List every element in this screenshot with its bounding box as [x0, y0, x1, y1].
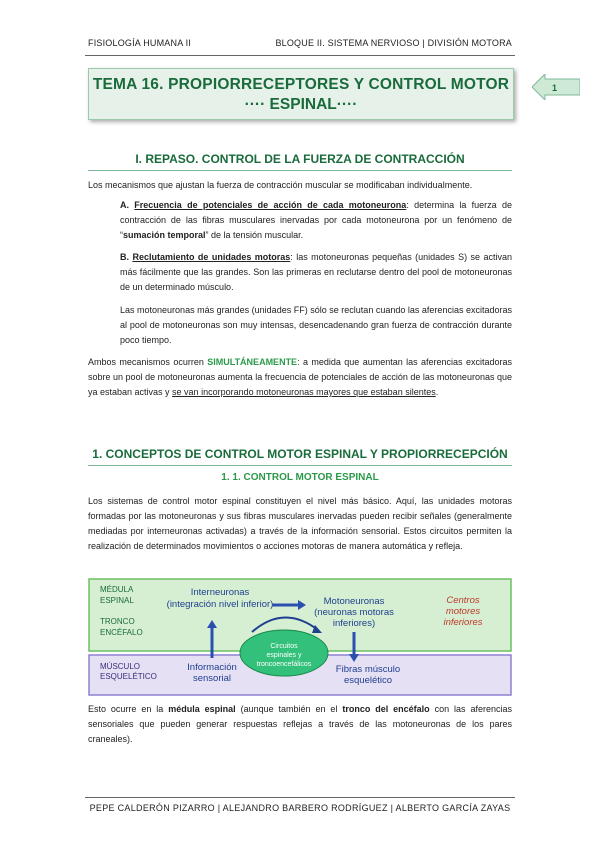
summary-pre: Ambos mecanismos ocurren	[88, 357, 208, 367]
label-troncoencefalicos: troncoencefálicos	[256, 661, 312, 668]
term-sumacion: sumación temporal	[123, 230, 206, 240]
paragraph-control-motor: Los sistemas de control motor espinal constituyen el nivel más básico. Aquí, las unidades motoras formadas por las motoneuronas y sus fibras musculares inervadas pueden recibir señales (generalmente mediadas por interneuronas activadas) a través de la información sensorial. Estos circuitos permiten la realización de determinados movimientos o acciones motoras de manera automática y refleja.	[88, 496, 512, 551]
label-espinales: espinales y	[266, 652, 302, 659]
label-espinal: ESPINAL	[100, 596, 134, 605]
list-item-b	[120, 250, 512, 295]
page-number: 1	[552, 83, 558, 93]
term-medula-espinal: médula espinal	[168, 704, 236, 714]
closing-pre: Esto ocurre en la	[88, 704, 169, 714]
subsection-heading: 1. 1. CONTROL MOTOR ESPINAL	[221, 472, 379, 483]
text-a2: ” de la tensión muscular.	[205, 230, 304, 240]
title-box	[88, 68, 514, 120]
label-interneuronas: Interneuronas	[190, 587, 250, 598]
section-heading-conceptos: 1. CONCEPTOS DE CONTROL MOTOR ESPINAL Y PROPIORRECEPCIÓN	[92, 447, 508, 461]
closing-mid: (aunque también en el	[235, 704, 343, 714]
text-a1: : determina la fuerza de contracción de las fibras musculares inervadas por cada motoneurona por un fenómeno de “	[120, 200, 512, 240]
label-medula: MÉDULA	[100, 585, 134, 594]
header-divider	[85, 55, 515, 56]
page-title: TEMA 16. PROPIORRECEPTORES Y CONTROL MOTOR	[92, 76, 510, 93]
highlight-simultaneamente: SIMULTÁNEAMENTE	[207, 357, 298, 367]
header-block: BLOQUE II. SISTEMA NERVIOSO | DIVISIÓN MOTORA	[275, 38, 512, 48]
label-sensorial: sensorial	[192, 673, 232, 684]
paragraph-intro: Los mecanismos que ajustan la fuerza de contracción muscular se modificaban individualmente.	[88, 180, 473, 190]
summary-end: .	[435, 387, 439, 397]
text-b: : las motoneuronas pequeñas (unidades S) se activan más fácilmente que las grandes. Son las primeras en reclutarse dentro del pool de motoneuronas de un determinado músculo.	[120, 252, 512, 292]
term-frecuencia: Frecuencia de potenciales de acción de cada motoneurona	[134, 200, 407, 210]
label-circuitos: Circuitos	[270, 643, 298, 650]
paragraph-summary	[88, 355, 512, 400]
label-centros: Centros	[446, 595, 480, 606]
footer-divider	[85, 797, 515, 798]
label-motoneuronas: Motoneuronas	[323, 596, 385, 607]
label-inferiores: inferiores)	[332, 618, 376, 629]
section-rule	[88, 465, 512, 466]
motor-control-diagram	[88, 578, 512, 698]
section-rule	[88, 170, 512, 171]
label-musculo: MÚSCULO	[100, 662, 141, 671]
header-subject: FISIOLOGÍA HUMANA II	[88, 38, 192, 48]
closing-end: con las aferencias sensoriales que pueden generar respuestas reflejas a través de las motoneuronas de los pares craneales).	[88, 704, 512, 744]
label-centros-inferiores: inferiores	[443, 617, 483, 628]
term-reclutamiento: Reclutamiento de unidades motoras	[132, 252, 291, 262]
paragraph-closing	[88, 702, 512, 747]
page-number-tab	[532, 74, 580, 100]
list-item-a	[120, 198, 512, 243]
list-letter-b: B.	[120, 252, 129, 262]
label-motores: motores	[445, 606, 481, 617]
label-esqueletico-fibras: esquelético	[343, 675, 393, 686]
section-heading-repaso: I. REPASO. CONTROL DE LA FUERZA DE CONTRACCIÓN	[135, 152, 465, 166]
page-title-continued: ···· ESPINAL····	[244, 96, 358, 113]
list-item-b-continued: Las motoneuronas más grandes (unidades FF) sólo se reclutan cuando las aferencias excitadoras al pool de motoneuronas son muy intensas, desencadenando gran fuerza de contracción durante poco tiempo.	[120, 305, 512, 345]
label-informacion: Información	[187, 662, 237, 673]
label-encefalo: ENCÉFALO	[100, 628, 143, 637]
label-esqueletico: ESQUELÉTICO	[100, 672, 157, 681]
summary-underlined: se van incorporando motoneuronas mayores que estaban silentes	[172, 387, 436, 397]
term-tronco-encefalo: tronco del encéfalo	[342, 704, 430, 714]
summary-mid: : a medida que aumentan las aferencias excitadoras sobre un pool de motoneuronas aumenta la frecuencia de potenciales de acción de las motoneuronas que ya estaban activas y	[88, 357, 512, 397]
label-integracion: (integración nivel inferior)	[166, 599, 274, 610]
label-tronco: TRONCO	[100, 617, 135, 626]
footer-authors: PEPE CALDERÓN PIZARRO | ALEJANDRO BARBERO RODRÍGUEZ | ALBERTO GARCÍA ZAYAS	[89, 803, 511, 813]
list-letter-a: A.	[120, 200, 129, 210]
label-neuronas-motoras: (neuronas motoras	[314, 607, 394, 618]
label-fibras-musculo: Fibras músculo	[335, 664, 401, 675]
